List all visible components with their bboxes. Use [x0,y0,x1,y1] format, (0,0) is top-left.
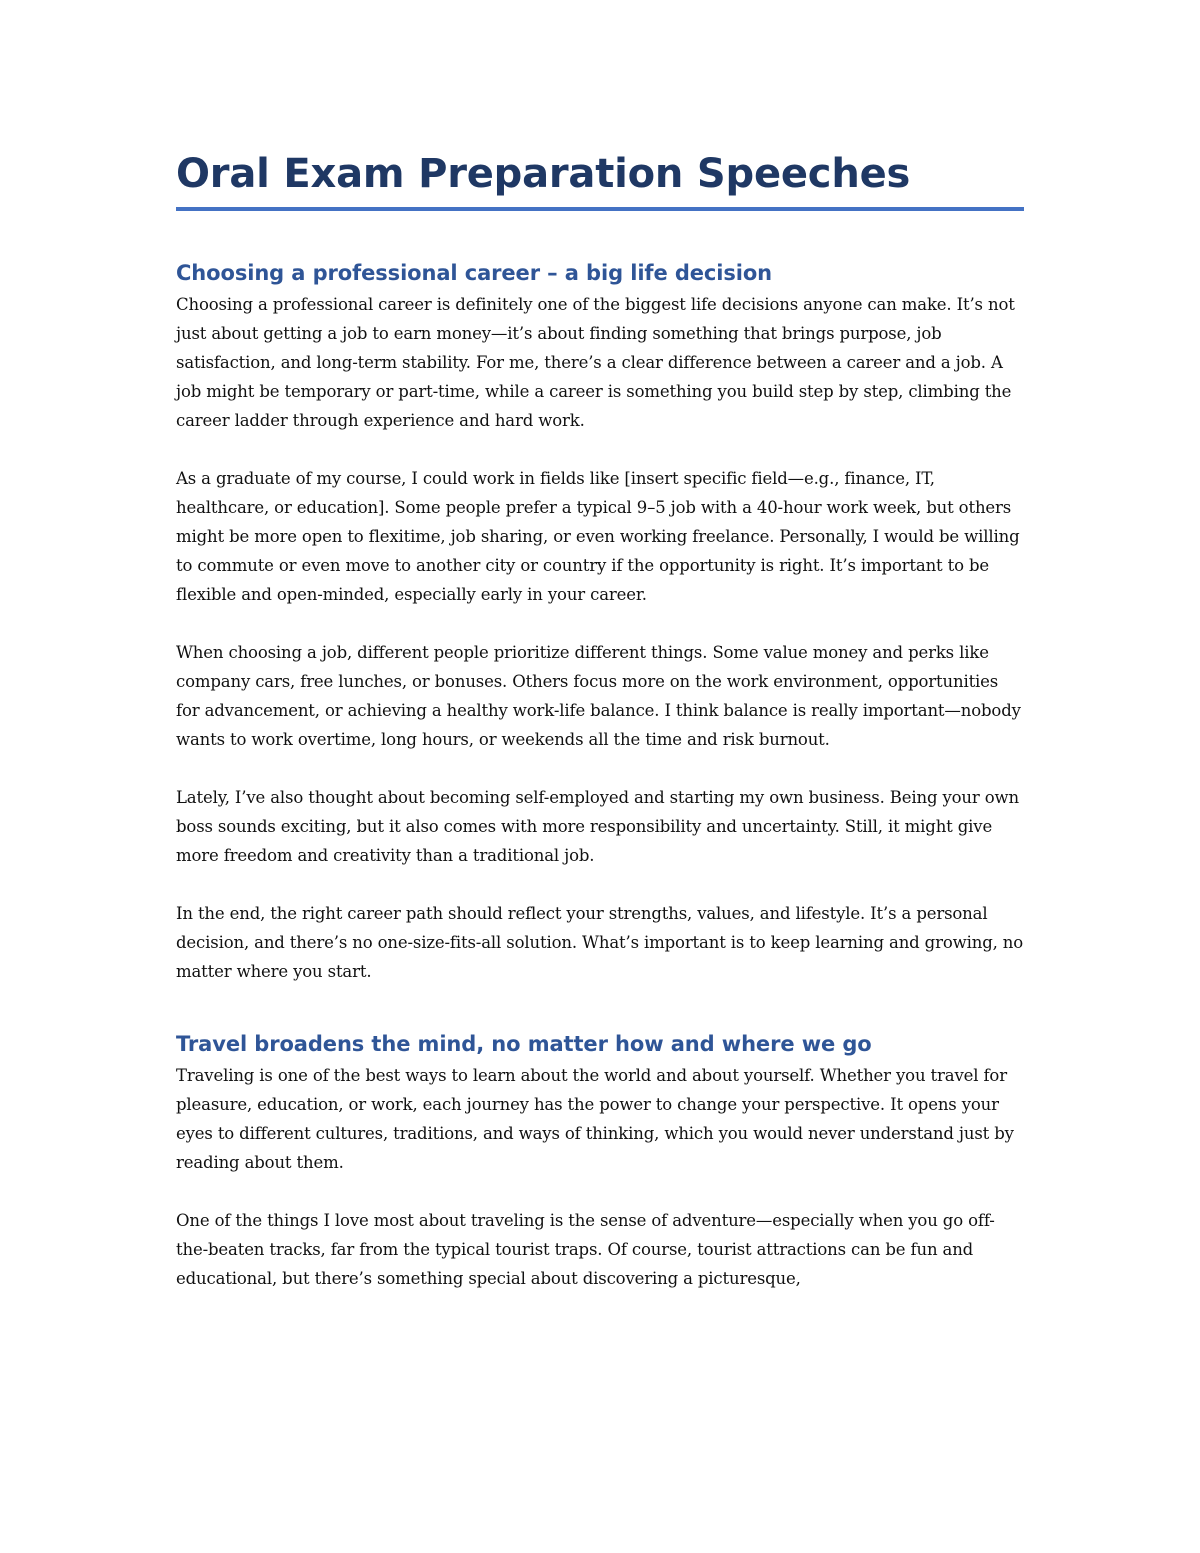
paragraph: Lately, I’ve also thought about becoming self-employed and starting my own business. Being your own boss sounds exciting, but it also comes with more responsibility and uncertainty. Still, it might give more freedom and creativity than a traditional job. [176,788,1019,865]
section-heading-travel: Travel broadens the mind, no matter how and where we go [176,1032,872,1056]
title-underline [176,207,1024,211]
paragraph: In the end, the right career path should reflect your strengths, values, and lifestyle. It’s a personal decision, and there’s no one-size-fits-all solution. What’s important is to keep learning and growing, no matter where you start. [176,904,1024,981]
paragraph: One of the things I love most about traveling is the sense of adventure—especially when you go off-the-beaten tracks, far from the typical tourist traps. Of course, tourist attractions can be fun and educational, but there’s something special about discovering a picturesque, [176,1211,995,1288]
document-title: Oral Exam Preparation Speeches [176,151,911,197]
paragraph: As a graduate of my course, I could work in fields like [insert specific field—e.g., finance, IT, healthcare, or education]. Some people prefer a typical 9–5 job with a 40-hour work week, but others might be more open to flexitime, job sharing, or even working freelance. Personally, I would be willing to commute or even move to another city or country if the opportunity is right. It’s important to be flexible and open-minded, especially early in your career. [176,469,1020,604]
section-career [176,259,1026,986]
document-body [176,148,1026,1293]
paragraph: Traveling is one of the best ways to learn about the world and about yourself. Whether you travel for pleasure, education, or work, each journey has the power to change your perspective. It opens your eyes to different cultures, traditions, and ways of thinking, which you would never understand just by reading about them. [176,1066,1014,1172]
section-travel [176,1030,1026,1293]
paragraph: Choosing a professional career is definitely one of the biggest life decisions anyone can make. It’s not just about getting a job to earn money—it’s about finding something that brings purpose, job satisfaction, and long-term stability. For me, there’s a clear difference between a career and a job. A job might be temporary or part-time, while a career is something you build step by step, climbing the career ladder through experience and hard work. [176,295,1015,430]
paragraph: When choosing a job, different people prioritize different things. Some value money and perks like company cars, free lunches, or bonuses. Others focus more on the work environment, opportunities for advancement, or achieving a healthy work-life balance. I think balance is really important—nobody wants to work overtime, long hours, or weekends all the time and risk burnout. [176,643,1021,749]
section-heading-career: Choosing a professional career – a big life decision [176,261,773,285]
